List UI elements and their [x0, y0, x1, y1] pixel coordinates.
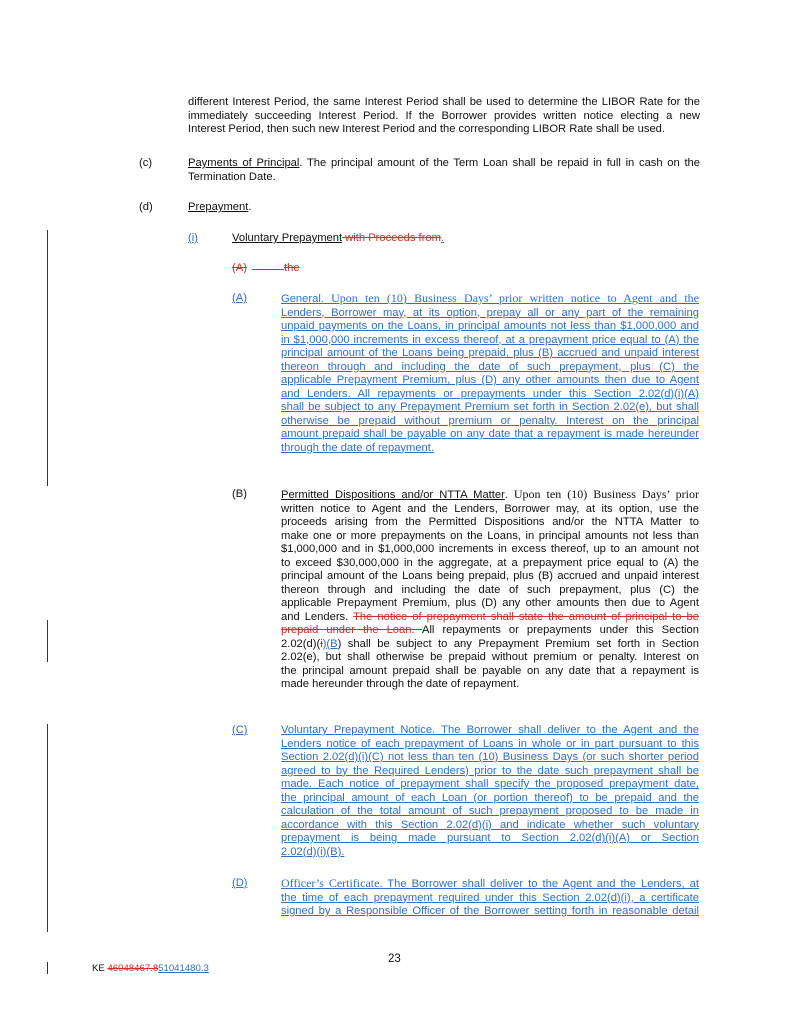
text-span: . [248, 201, 252, 213]
text-line: applicable Prepayment Premium, plus (D) any other amounts then due to Agent [281, 374, 699, 386]
text-line: shall be subject to any Prepayment Premium set forth in Section 2.02(e), but shall [281, 401, 699, 413]
text-line: written notice to Agent and the Lenders, Borrower may, at its option, use the [281, 502, 699, 515]
text-line: applicable Prepayment Premium, plus (D) any other amounts then due to Agent [281, 597, 699, 609]
section-heading: Officer’s Certificate. [281, 876, 383, 890]
text-line: the principal amount prepaid shall be payable on any date that a repayment is [281, 664, 699, 677]
subsection-label: (C) [232, 724, 248, 736]
text-span: The Borrower shall deliver to the Agent and the [435, 724, 700, 736]
text-line: principal amount of the Loans being prepaid, plus (B) accrued and unpaid interest [281, 570, 699, 582]
text-line: and Lenders. All repayments or prepayments under this Section 2.02(d)(i)(A) [281, 387, 699, 400]
text-line: through the date of repayment. [281, 441, 434, 454]
deleted-text: with Proceeds from [342, 232, 441, 244]
text-line: signed by a Responsible Officer of the Borrower setting forth in reasonable detail [281, 905, 699, 917]
text-span: 2.02(d)( [281, 637, 321, 650]
voluntary-prepayment-notice-paragraph [281, 724, 699, 859]
text-line: 2.02(e), but shall otherwise be prepaid without premium or penalty. Interest on [281, 651, 699, 663]
change-bar [47, 620, 48, 662]
text-line: $1,000,000 and in $1,000,000 increments in excess thereof, up to an amount not [281, 543, 699, 555]
text-line: thereon through and including the date of such prepayment, plus (C) the [281, 583, 699, 596]
change-bar [47, 230, 48, 486]
text-line: thereon through and including the date of such prepayment, plus (C) the [281, 360, 699, 373]
document-id-footer [92, 963, 209, 974]
text-line: different Interest Period, the same Interest Period shall be used to determine the LIBOR Rate for the [188, 96, 700, 108]
permitted-dispositions-paragraph [281, 488, 699, 692]
prepayment-heading [188, 201, 251, 215]
text-line: in $1,000,000 increments in excess thereof, at a prepayment price equal to (A) the [281, 333, 699, 346]
section-heading: Payments of Principal [188, 157, 300, 169]
text-line: proceeds arising from the Permitted Dispositions and/or the NTTA Matter to [281, 516, 699, 528]
text-line: 2.02(d)(i)(B). [281, 845, 345, 858]
text-span: The Borrower shall deliver to the Agent and the Lenders, at [382, 878, 699, 890]
text-line: the time of each prepayment required under this Section 2.02(d)(i), a certificate [281, 891, 699, 904]
text-line: Interest Period, then such new Interest Period and the corresponding LIBOR Rate shall be used. [188, 123, 665, 135]
officers-certificate-paragraph [281, 877, 699, 919]
section-heading: Voluntary Prepayment [232, 232, 343, 244]
deleted-text: 46048467.8 [107, 963, 159, 974]
text-line: made. Each notice of prepayment shall specify the proposed prepayment date, [281, 778, 699, 790]
text-line: unpaid payments on the Loans, in principal amounts not less than $1,000,000 and [281, 320, 699, 332]
text-span: KE [92, 963, 108, 974]
text-span: and Lenders. [281, 610, 354, 623]
text-line: Termination Date. [188, 170, 276, 183]
section-label: (c) [139, 157, 153, 169]
section-heading: Prepayment [188, 201, 249, 213]
page-number: 23 [388, 953, 401, 965]
voluntary-prepayment-heading [232, 232, 444, 246]
deleted-tab-strike [252, 269, 284, 270]
change-bar [47, 724, 48, 932]
text-span: ) shall be subject to any Prepayment Premium set forth in Section [337, 637, 699, 650]
section-heading: General. [281, 293, 324, 305]
text-line: Section 2.02(d)(i)(C) not less than ten (10) Business Days (or such shorter period [281, 751, 699, 763]
inserted-text: 51041480.3 [158, 963, 209, 974]
inserted-text: )(B [322, 637, 338, 650]
deleted-text: the [284, 262, 300, 274]
text-line: the principal amount of each Loan (or portion thereof) to be prepaid and the [281, 791, 699, 804]
payments-of-principal-paragraph [188, 157, 700, 184]
text-line: immediately succeeding Interest Period. If the Borrower provides written notice electing a new [188, 109, 700, 122]
change-bar [47, 962, 48, 974]
text-span: . The principal amount of the Term Loan shall be repaid in full in cash on the [299, 157, 700, 169]
text-line: prepayment is being made pursuant to Section 2.02(d)(i)(A) or Section [281, 832, 699, 844]
general-paragraph [281, 292, 699, 455]
deleted-text: i [320, 637, 323, 650]
text-span: Upon ten (10) Business Days’ prior written notice to Agent and the [323, 291, 699, 305]
text-span: All repayments or prepayments under this Section [421, 624, 699, 636]
text-line: otherwise be prepaid without premium or penalty. Interest on the principal [281, 414, 699, 427]
deleted-text: The notice of prepayment shall state the amount of principal to be [353, 610, 699, 623]
inserted-text: . [440, 232, 445, 244]
subsection-label: (D) [232, 877, 248, 889]
subsection-label: (B) [232, 488, 247, 500]
text-line: made hereunder through the date of repayment. [281, 678, 520, 690]
subsection-label: (A) [232, 292, 247, 304]
text-span: . Upon ten (10) Business Days’ prior [504, 487, 700, 501]
text-line: to exceed $30,000,000 in the aggregate, at a prepayment price equal to (A) the [281, 556, 699, 569]
section-heading: Voluntary Prepayment Notice. [281, 724, 436, 736]
text-line: principal amount of the Loans being prepaid, plus (B) accrued and unpaid interest [281, 347, 699, 359]
section-heading: Permitted Dispositions and/or NTTA Matter [281, 489, 505, 501]
text-line: calculation of the total amount of such prepayment proposed to be made in [281, 805, 699, 817]
text-line: agreed to by the Required Lenders) prior to the date such prepayment shall be [281, 764, 699, 777]
text-line: Lenders, Borrower may, at its option, prepay all or any part of the remaining [281, 306, 699, 319]
section-label: (d) [139, 201, 153, 213]
text-line: accordance with this Section 2.02(d)(i) and indicate whether such voluntary [281, 818, 699, 831]
deleted-text: prepaid under the Loan. [281, 624, 422, 636]
intro-paragraph [188, 96, 700, 137]
text-line: amount prepaid shall be payable on any date that a repayment is made hereunder [281, 428, 699, 440]
deleted-label: (A) [232, 262, 247, 274]
text-line: make one or more prepayments on the Loans, in principal amounts not less than [281, 529, 699, 542]
subsection-label: (i) [188, 232, 198, 244]
text-line: Lenders notice of each prepayment of Loans in whole or in part pursuant to this [281, 737, 699, 750]
